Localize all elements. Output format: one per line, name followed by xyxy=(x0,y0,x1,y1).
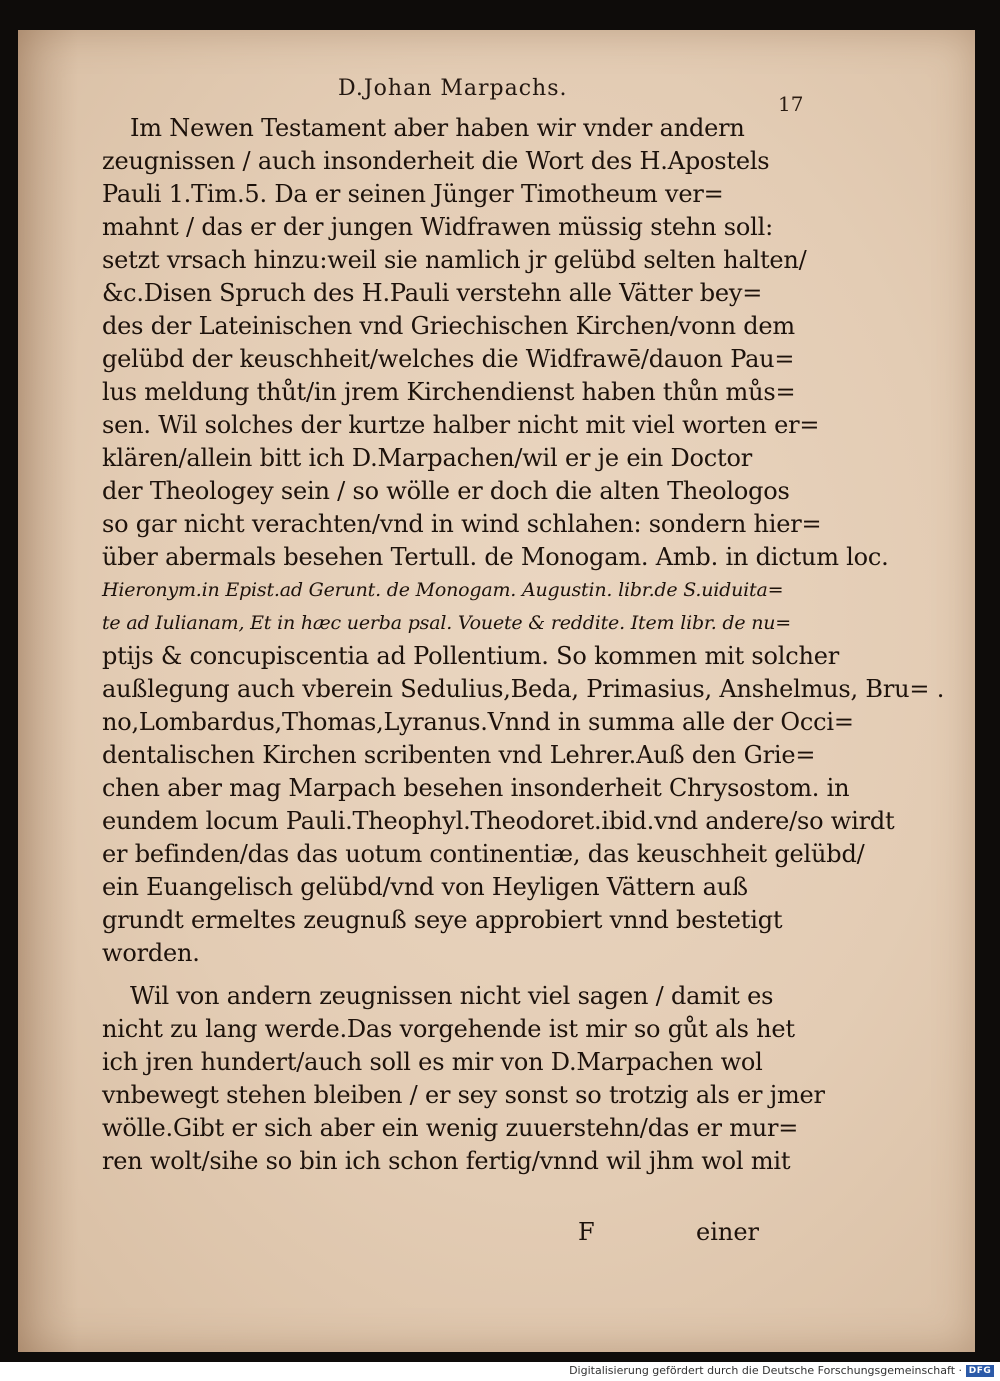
text-line: ptijs & concupiscentia ad Pollentium. So kommen mit solcher xyxy=(102,642,839,670)
text-line: dentalischen Kirchen scribenten vnd Lehrer.Auß den Grie= xyxy=(102,741,816,769)
book-page xyxy=(18,30,975,1352)
text-line: ein Euangelisch gelübd/vnd von Heyligen Vättern auß xyxy=(102,873,748,901)
text-line: vnbewegt stehen bleiben / er sey sonst so trotzig als er jmer xyxy=(102,1081,825,1109)
text-line: nicht zu lang werde.Das vorgehende ist mir so gůt als het xyxy=(102,1015,795,1043)
text-line: Wil von andern zeugnissen nicht viel sagen / damit es xyxy=(130,982,774,1010)
text-line: zeugnissen / auch insonderheit die Wort des H.Apostels xyxy=(102,147,770,175)
credit-bar xyxy=(0,1362,1000,1381)
page-foot xyxy=(578,1216,778,1249)
body-text xyxy=(102,112,945,1178)
page-number: 17 xyxy=(778,92,804,116)
funding-credit: Digitalisierung gefördert durch die Deutsche Forschungsgemeinschaft · xyxy=(569,1364,962,1377)
text-line: mahnt / das er der jungen Widfrawen müssig stehn soll: xyxy=(102,213,773,241)
text-line: sen. Wil solches der kurtze halber nicht mit viel worten er= xyxy=(102,411,820,439)
text-line-latin: te ad Iulianam, Et in hæc uerba psal. Vouete & reddite. Item libr. de nu= xyxy=(102,612,792,634)
text-line: worden. xyxy=(102,939,200,967)
text-line: über abermals besehen Tertull. de Monogam. Amb. in dictum loc. xyxy=(102,543,889,571)
dfg-logo-icon: DFG xyxy=(966,1365,994,1377)
text-line: Im Newen Testament aber haben wir vnder andern xyxy=(130,114,745,142)
text-line: no,Lombardus,Thomas,Lyranus.Vnnd in summa alle der Occi= xyxy=(102,708,854,736)
text-line: klären/allein bitt ich D.Marpachen/wil er je ein Doctor xyxy=(102,444,752,472)
catchword: einer xyxy=(696,1218,760,1246)
text-line: grundt ermeltes zeugnuß seye approbiert vnnd bestetigt xyxy=(102,906,783,934)
text-line: &c.Disen Spruch des H.Pauli verstehn alle Vätter bey= xyxy=(102,279,763,307)
running-head: D.Johan Marpachs. xyxy=(338,76,568,101)
text-line: außlegung auch vberein Sedulius,Beda, Primasius, Anshelmus, Bru= . xyxy=(102,675,945,703)
text-line: gelübd der keuschheit/welches die Widfrawē/dauon Pau= xyxy=(102,345,795,373)
signature-mark: F xyxy=(578,1218,595,1246)
text-line: wölle.Gibt er sich aber ein wenig zuuerstehn/das er mur= xyxy=(102,1114,799,1142)
text-line: ren wolt/sihe so bin ich schon fertig/vnnd wil jhm wol mit xyxy=(102,1147,791,1175)
text-line-latin: Hieronym.in Epist.ad Gerunt. de Monogam. Augustin. libr.de S.uiduita= xyxy=(102,579,784,601)
text-line: Pauli 1.Tim.5. Da er seinen Jünger Timotheum ver= xyxy=(102,180,724,208)
text-line: eundem locum Pauli.Theophyl.Theodoret.ibid.vnd andere/so wirdt xyxy=(102,807,895,835)
text-line: so gar nicht verachten/vnd in wind schlahen: sondern hier= xyxy=(102,510,822,538)
text-line: er befinden/das das uotum continentiæ, das keuschheit gelübd/ xyxy=(102,840,865,868)
text-line: des der Lateinischen vnd Griechischen Kirchen/vonn dem xyxy=(102,312,795,340)
text-line: chen aber mag Marpach besehen insonderheit Chrysostom. in xyxy=(102,774,850,802)
text-line: der Theologey sein / so wölle er doch die alten Theologos xyxy=(102,477,790,505)
text-line: setzt vrsach hinzu:weil sie namlich jr gelübd selten halten/ xyxy=(102,246,807,274)
text-line: ich jren hundert/auch soll es mir von D.Marpachen wol xyxy=(102,1048,763,1076)
text-line: lus meldung thůt/in jrem Kirchendienst haben thůn můs= xyxy=(102,378,796,406)
